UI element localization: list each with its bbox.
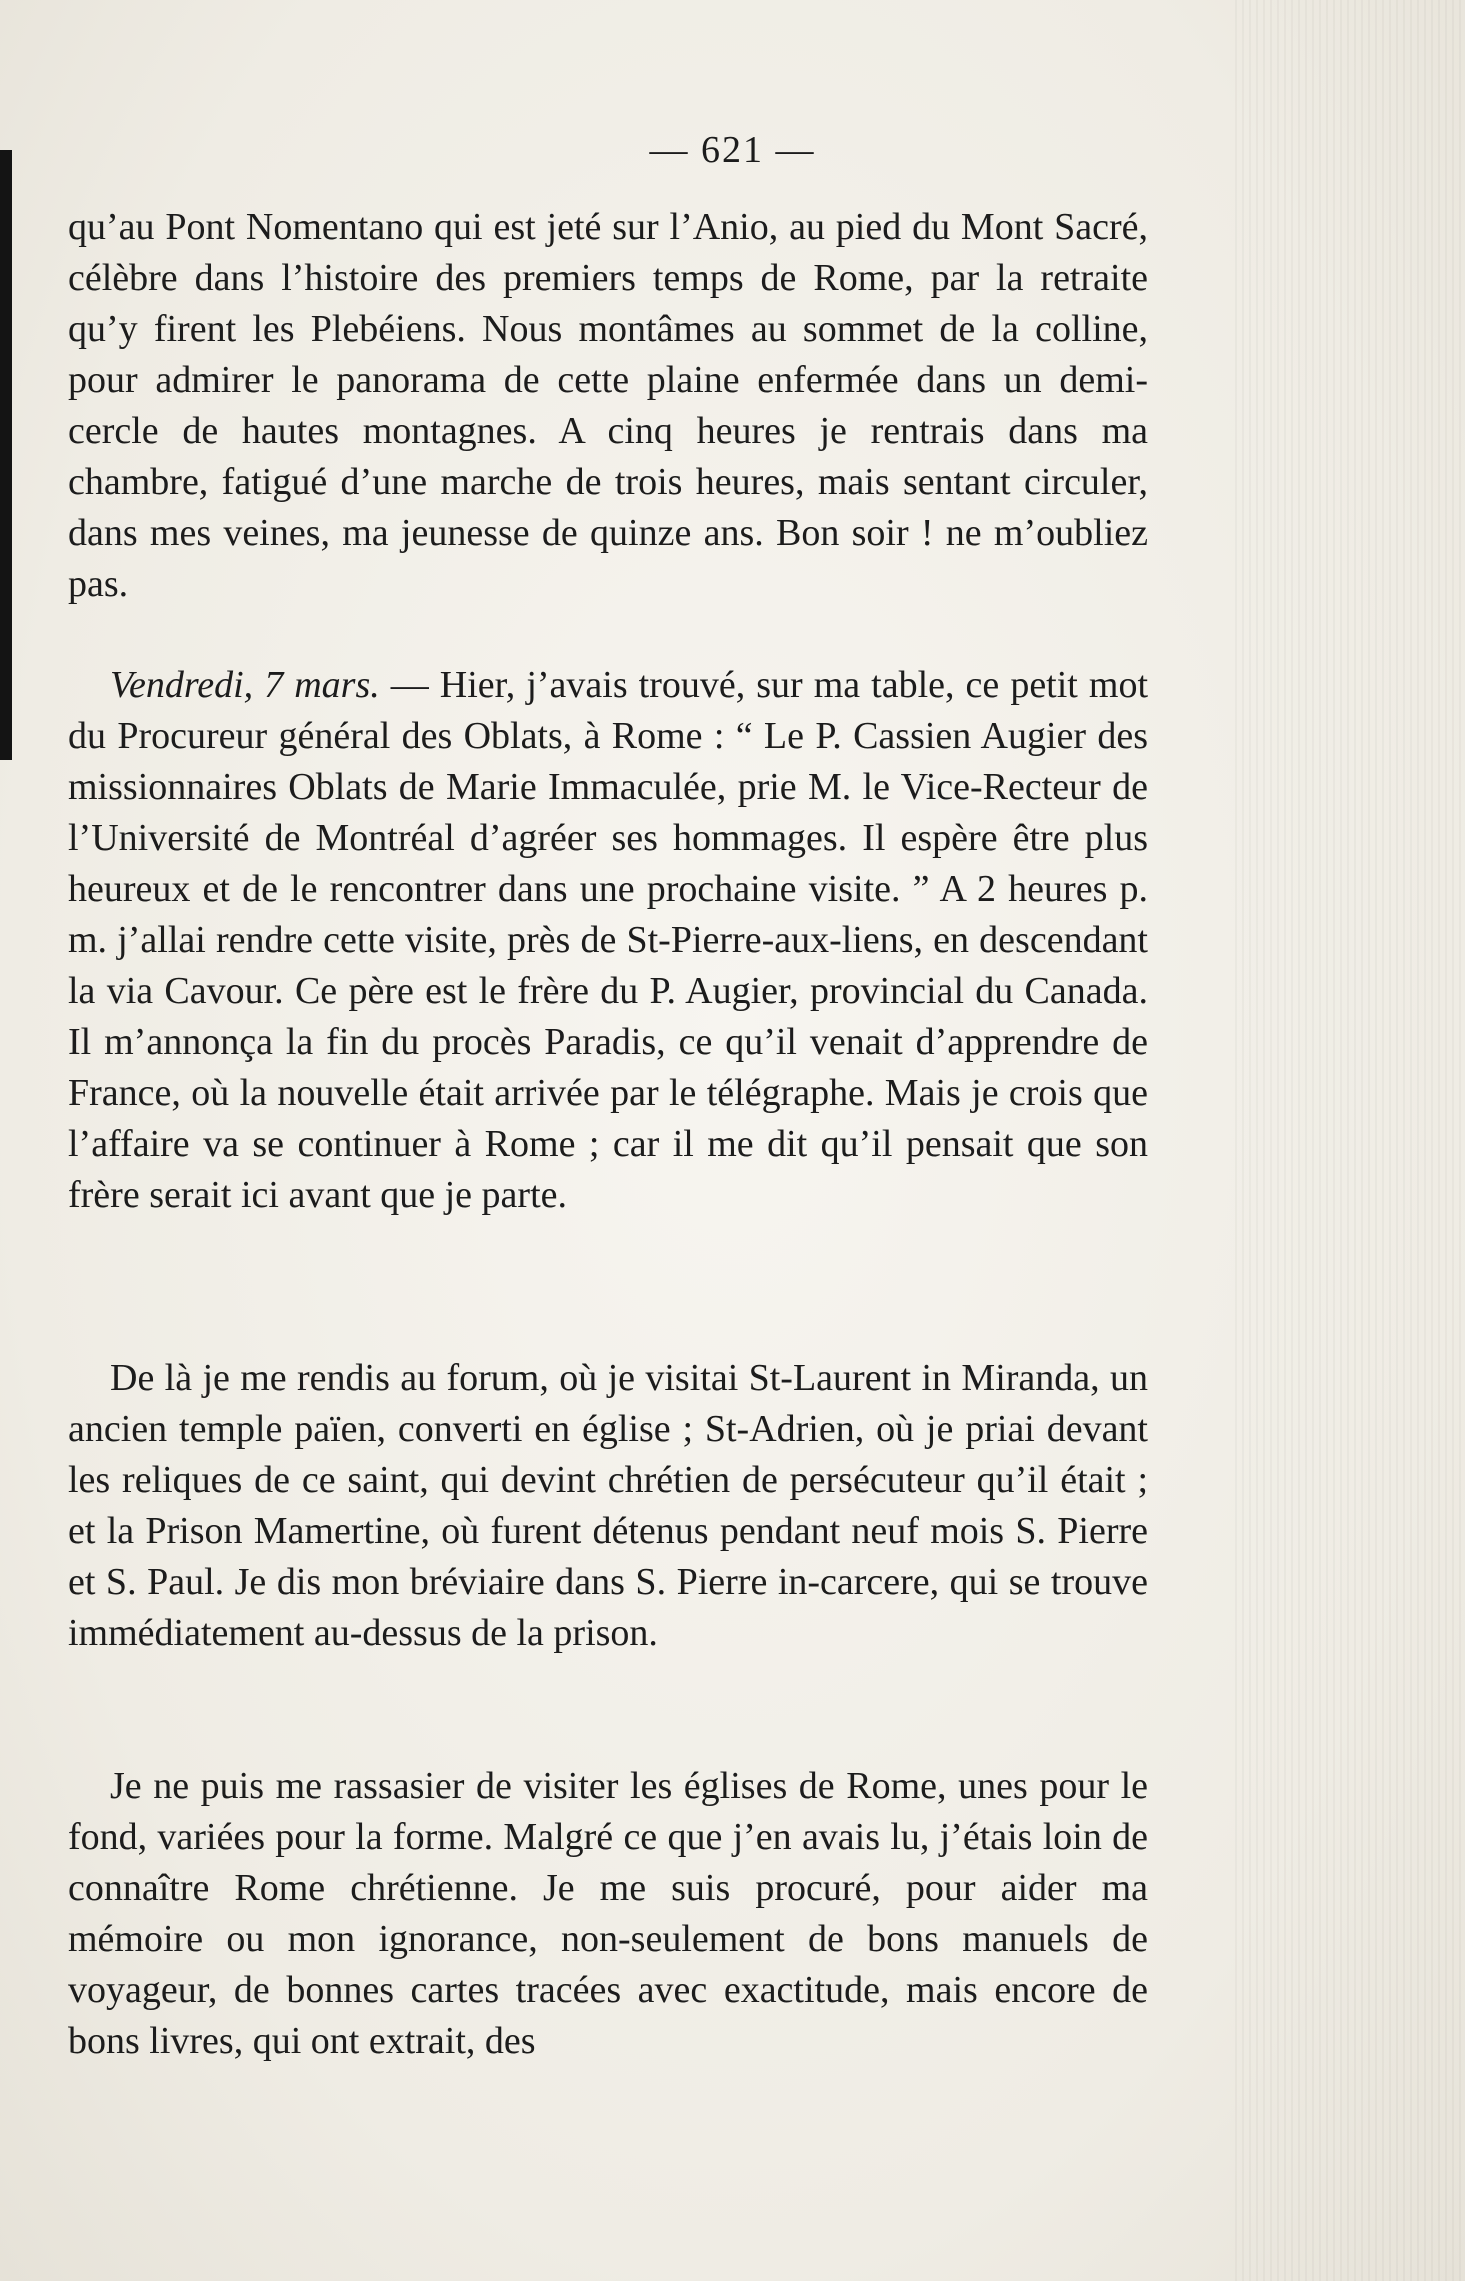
paragraph-2-body: — Hier, j’avais trouvé, sur ma table, ce petit mot du Procureur général des Oblats, à Rome : “ Le P. Cassien Augier des missionnaires Oblats de Marie Immaculée, prie M. le Vice-Recteur de l’Université de Montréal d’agréer ses hommages. Il espère être plus heureux et de le rencontrer dans une prochaine visite. ” A 2 heures p. m. j’allai rendre cette visite, près de St-Pierre-aux-liens, en descendant la via Cavour. Ce père est le frère du P. Augier, provincial du Canada. Il m’annonça la fin du procès Paradis, ce qu’il venait d’apprendre de France, où la nouvelle était arrivée par le télégraphe. Mais je crois que l’affaire va se continuer à Rome ; car il me dit qu’il pensait que son frère serait ici avant que je parte. [68,664,1149,1216]
paper-texture [1235,0,1465,2281]
paragraph-1 [68,202,1148,610]
paragraph-2 [68,660,1148,1221]
paragraph-4-text: Je ne puis me rassasier de visiter les églises de Rome, unes pour le fond, variées pour la forme. Malgré ce que j’en avais lu, j’étais loin de connaître Rome chrétienne. Je me suis procuré, pour aider ma mémoire ou mon ignorance, non-seulement de bons manuels de voyageur, de bonnes cartes tracées avec exactitude, mais encore de bons livres, qui ont extrait, des [68,1765,1148,2062]
paragraph-1-text: qu’au Pont Nomentano qui est jeté sur l’Anio, au pied du Mont Sacré, célèbre dans l’histoire des premiers temps de Rome, par la retraite qu’y firent les Plebéiens. Nous montâmes au sommet de la colline, pour admirer le panorama de cette plaine enfermée dans un demi-cercle de hautes montagnes. A cinq heures je rentrais dans ma chambre, fatigué d’une marche de trois heures, mais sentant circuler, dans mes veines, ma jeunesse de quinze ans. Bon soir ! ne m’oubliez pas. [68,206,1148,605]
diary-date: Vendredi, 7 mars. [110,664,380,706]
paragraph-3 [68,1353,1148,1659]
paragraph-2-text [68,660,1148,1221]
paragraph-3-text: De là je me rendis au forum, où je visitai St-Laurent in Miranda, un ancien temple païen, converti en église ; St-Adrien, où je priai devant les reliques de ce saint, qui devint chrétien de persécuteur qu’il était ; et la Prison Mamertine, où furent détenus pendant neuf mois S. Pierre et S. Paul. Je dis mon bréviaire dans S. Pierre in-carcere, qui se trouve immédiatement au-dessus de la prison. [68,1357,1148,1654]
binding-shadow [0,150,12,760]
page-number: — 621 — [649,129,816,171]
paragraph-4 [68,1761,1148,2067]
